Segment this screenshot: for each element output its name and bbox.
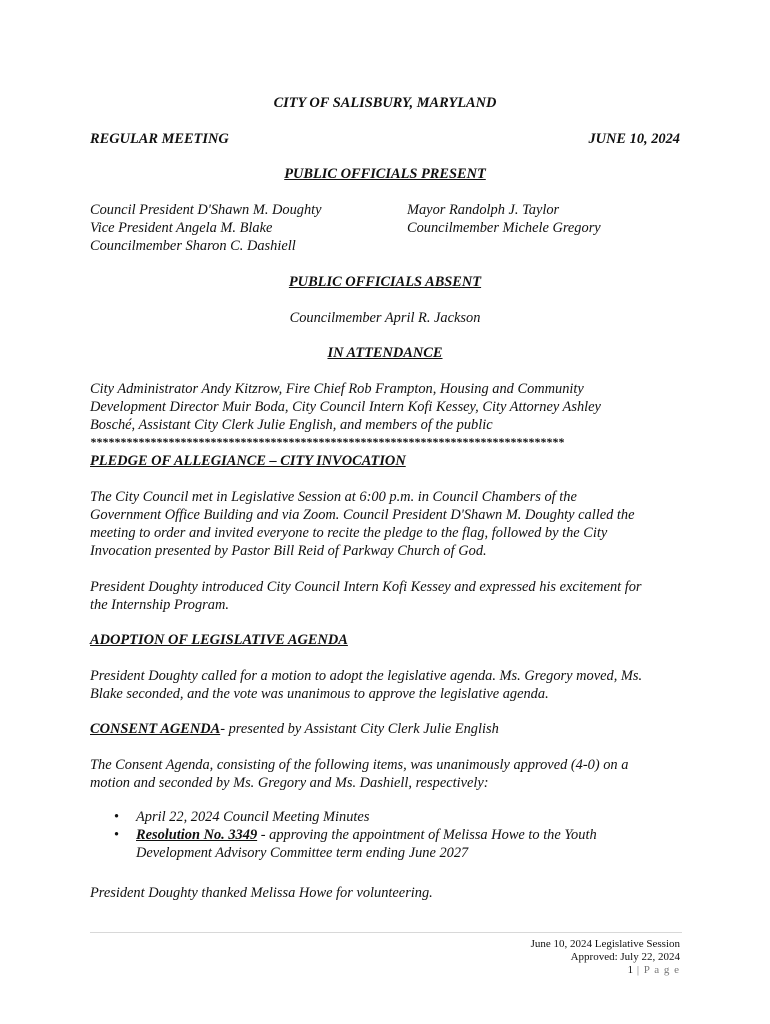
bullet-icon: • [114,809,120,825]
paragraph-line: The City Council met in Legislative Session at 6:00 p.m. in Council Chambers of the [90,489,577,505]
footer-page-number [531,964,680,977]
section-heading-officials-absent: PUBLIC OFFICIALS ABSENT [288,274,482,290]
meeting-type: REGULAR MEETING [90,131,229,147]
attendance-line: Bosché, Assistant City Clerk Julie English, and members of the public [90,417,493,433]
list-item [90,826,690,862]
paragraph-line: The Consent Agenda, consisting of the following items, was unanimously approved (4-0) on a [90,757,629,773]
paragraph-line: Blake seconded, and the vote was unanimous to approve the legislative agenda. [90,686,549,702]
document-title: CITY OF SALISBURY, MARYLAND [273,95,497,111]
bullet-icon: • [114,827,120,843]
paragraph-line: Government Office Building and via Zoom. Council President D'Shawn M. Doughty called the [90,507,635,523]
official-present: Councilmember Michele Gregory [407,220,601,236]
page-word: P a g e [643,964,680,976]
section-heading-officials-present: PUBLIC OFFICIALS PRESENT [284,166,486,182]
paragraph-line: motion and seconded by Ms. Gregory and Ms. Dashiell, respectively: [90,775,489,791]
list-item-text-continued: Development Advisory Committee term ending June 2027 [136,845,469,861]
list-item-text: April 22, 2024 Council Meeting Minutes [136,809,370,825]
separator-line: ******************************************************************************* [90,436,564,448]
closing-line: President Doughty thanked Melissa Howe for volunteering. [90,885,433,901]
official-present: Mayor Randolph J. Taylor [407,202,560,218]
consent-heading-line [90,720,499,738]
attendance-line: City Administrator Andy Kitzrow, Fire Chief Rob Frampton, Housing and Community [90,381,584,397]
paragraph-line: the Internship Program. [90,597,229,613]
section-heading-agenda: ADOPTION OF LEGISLATIVE AGENDA [90,632,348,648]
footer-approved: Approved: July 22, 2024 [570,951,680,963]
paragraph-line: President Doughty called for a motion to adopt the legislative agenda. Ms. Gregory moved, Ms. [90,668,643,684]
attendance-line: Development Director Muir Boda, City Council Intern Kofi Kessey, City Attorney Ashley [90,399,601,415]
resolution-link[interactable]: Resolution No. 3349 [136,827,258,843]
official-present: Council President D'Shawn M. Doughty [90,202,322,218]
consent-heading-suffix: - presented by Assistant City Clerk Julie English [220,721,499,737]
section-heading-attendance: IN ATTENDANCE [327,345,443,361]
section-heading-pledge: PLEDGE OF ALLEGIANCE – CITY INVOCATION [90,453,406,469]
page-number: 1 [627,964,634,976]
consent-items-list [90,808,690,862]
official-absent: Councilmember April R. Jackson [289,310,481,326]
list-item-text: - approving the appointment of Melissa Howe to the Youth [257,827,597,843]
page-footer [531,938,680,977]
footer-session: June 10, 2024 Legislative Session [530,938,680,950]
footer-divider [90,932,682,933]
page-separator: | [633,964,644,976]
paragraph-line: Invocation presented by Pastor Bill Reid of Parkway Church of God. [90,543,487,559]
meeting-date: JUNE 10, 2024 [588,131,680,147]
official-present: Councilmember Sharon C. Dashiell [90,238,296,254]
list-item [90,808,690,826]
paragraph-line: meeting to order and invited everyone to recite the pledge to the flag, followed by the City [90,525,608,541]
paragraph-line: President Doughty introduced City Council Intern Kofi Kessey and expressed his excitement for [90,579,642,595]
official-present: Vice President Angela M. Blake [90,220,273,236]
section-heading-consent: CONSENT AGENDA [90,721,221,737]
